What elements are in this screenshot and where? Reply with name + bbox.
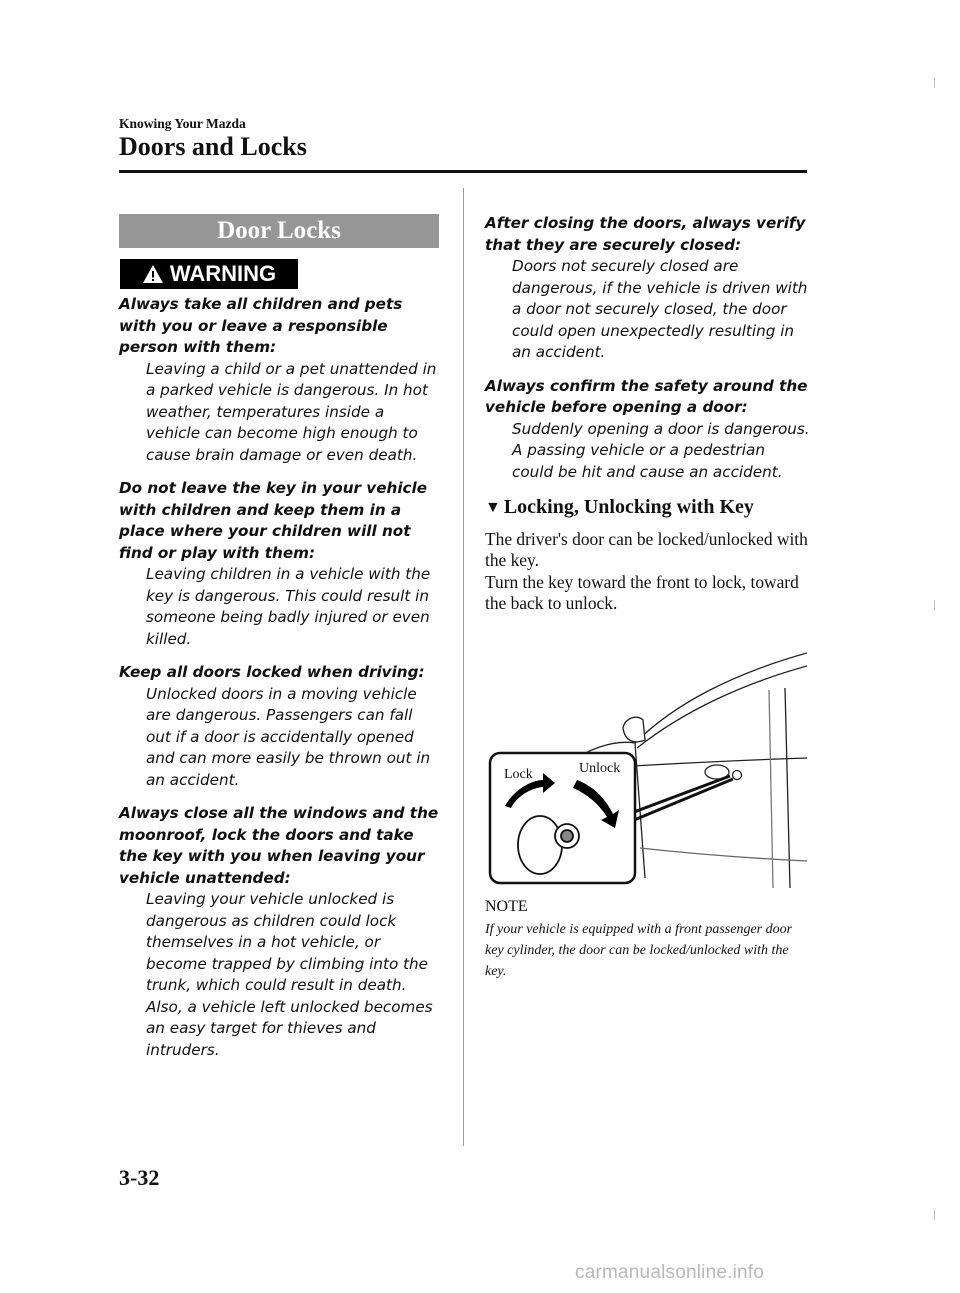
paragraph: Turn the key toward the front to lock, toward the back to unlock. <box>485 571 799 613</box>
door-key-illustration <box>485 648 807 888</box>
warning-item <box>119 294 441 466</box>
warning-heading: Do not leave the key in your vehicle with children and keep them in a place where your children will not find or play with them: <box>119 479 428 562</box>
door-locks-title: Door Locks <box>119 214 439 248</box>
right-column <box>485 213 810 615</box>
lock-label: Lock <box>504 767 533 782</box>
warning-heading: After closing the doors, always verify that they are securely closed: <box>485 214 806 254</box>
edge-mark <box>934 1210 935 1220</box>
triangle-down-icon: ▼ <box>485 499 501 516</box>
warning-body: Leaving children in a vehicle with the key is dangerous. This could result in someone being badly injured or even killed. <box>146 565 431 648</box>
note-label: NOTE <box>485 898 528 915</box>
car-window-line <box>637 666 807 748</box>
body-crease <box>640 848 807 861</box>
door-seam <box>769 690 773 888</box>
paragraph: The driver's door can be locked/unlocked with the key. <box>485 528 808 570</box>
pointer-line <box>634 779 733 820</box>
page-heading: Doors and Locks <box>119 132 307 161</box>
body-paragraphs <box>485 529 810 615</box>
warning-body: Leaving a child or a pet unattended in a parked vehicle is dangerous. In hot weather, temperatures inside a vehicle can become high enough to cause brain damage or even death. <box>146 359 437 464</box>
warning-item <box>119 662 441 791</box>
side-mirror <box>623 717 645 742</box>
warning-heading: Keep all doors locked when driving: <box>119 663 425 681</box>
door-rear-edge <box>785 688 790 888</box>
edge-mark <box>934 600 935 610</box>
pointer-line <box>634 776 730 812</box>
warning-heading: Always confirm the safety around the vehicle before opening a door: <box>485 376 808 416</box>
warning-heading: Always take all children and pets with you or leave a responsible person with them: <box>119 295 403 356</box>
warning-item <box>485 376 810 484</box>
header-divider <box>119 170 807 173</box>
section-label: Knowing Your Mazda <box>119 116 246 131</box>
warning-item <box>485 213 810 364</box>
warning-label: WARNING <box>169 261 277 286</box>
warning-item <box>119 803 441 1061</box>
warning-body: Unlocked doors in a moving vehicle are dangerous. Passengers can fall out if a door is accidentally opened and can more easily be thrown out in an accident. <box>146 684 431 789</box>
warning-item <box>119 478 441 650</box>
unlock-label: Unlock <box>579 761 621 776</box>
warning-body: Doors not securely closed are dangerous, if the vehicle is driven with a door not securely closed, the door could open unexpectedly resulting in an accident. <box>512 257 808 361</box>
warning-body: Suddenly opening a door is dangerous. A passing vehicle or a pedestrian could be hit and cause an accident. <box>512 419 810 481</box>
car-roof-line <box>635 653 807 743</box>
left-column <box>119 294 441 1073</box>
note-text: If your vehicle is equipped with a front passenger door key cylinder, the door can be locked/unlocked with the key. <box>485 922 793 979</box>
subheading-text: Locking, Unlocking with Key <box>503 496 754 518</box>
warning-triangle-icon <box>142 264 164 284</box>
subheading-locking-with-key <box>485 497 810 519</box>
page-number: 3-32 <box>119 1165 160 1190</box>
warning-body: Leaving your vehicle unlocked is dangerous as children could lock themselves in a hot vehicle, or become trapped by climbing into the trunk, which could result in death. Also, a vehicle left unlocked becomes an easy target for thieves and intruders. <box>146 890 433 1059</box>
edge-mark <box>934 78 935 88</box>
warning-heading: Always close all the windows and the moonroof, lock the doors and take the key with you when leaving your vehicle unattended: <box>119 804 439 887</box>
warning-badge <box>120 259 298 289</box>
column-divider <box>463 188 464 1146</box>
watermark: carmanualsonline.info <box>575 1262 765 1283</box>
